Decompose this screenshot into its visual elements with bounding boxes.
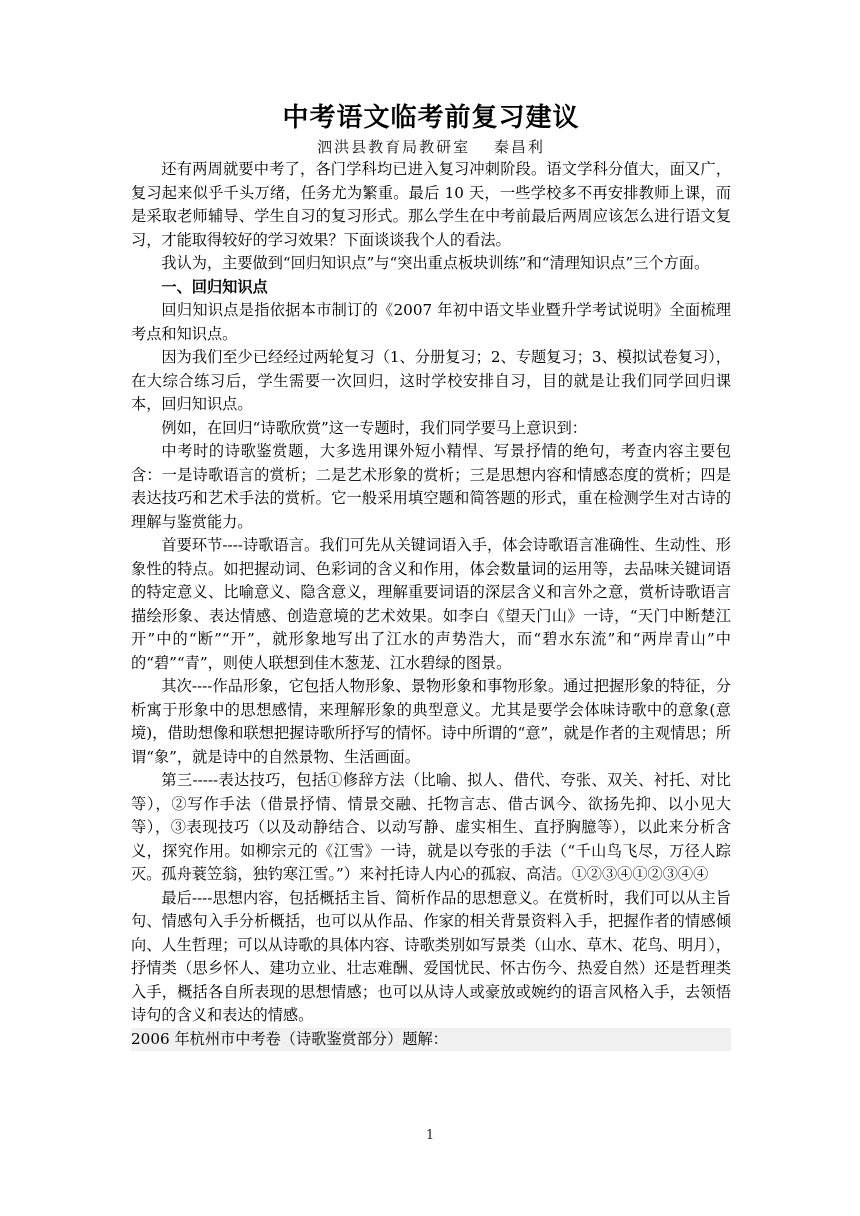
exam-heading-line: 2006 年杭州市中考卷（诗歌鉴赏部分）题解： (131, 1028, 731, 1052)
page-number: 1 (425, 1128, 435, 1143)
body-paragraph: 首要环节----诗歌语言。我们可先从关键词语入手，体会诗歌语言准确性、生动性、形象性的特点。如把握动词、色彩词的含义和作用，体会数量词的运用等，去品味关键词语的特定意义、比喻意义、隐含意义，理解重要词语的深层含义和言外之意，赏析诗歌语言描绘形象、表达情感、创造意境的艺术效果。如李白《望天门山》一诗，“天门中断楚江开”中的“断”“开”，就形象地写出了江水的声势浩大，而“碧水东流”和“两岸青山”中的“碧”“青”，则使人联想到佳木葱茏、江水碧绿的图景。 (131, 536, 731, 672)
body-paragraph: 第三-----表达技巧，包括①修辞方法（比喻、拟人、借代、夸张、双关、衬托、对比等），②写作手法（借景抒情、情景交融、托物言志、借古讽今、欲扬先抑、以小见大等），③表现技巧（以及动静结合、以动写静、虚实相生、直抒胸臆等），以此来分析含义，探究作用。如柳宗元的《江雪》一诗，就是以夸张的手法（“千山鸟飞尽，万径人踪灭。孤舟蓑笠翁，独钓寒江雪。”）来衬托诗人内心的孤寂、高洁。①②③④①②③④④ (131, 771, 731, 883)
author-line: 泗洪县教育局教研室 秦昌利 (317, 138, 545, 156)
body-paragraph: 回归知识点是指依据本市制订的《2007 年初中语文毕业暨升学考试说明》全面梳理考点和知识点。 (131, 301, 731, 343)
body-paragraph: 例如，在回归“诗歌欣赏”这一专题时，我们同学要马上意识到： (161, 418, 587, 437)
body-paragraph: 中考时的诗歌鉴赏题，大多选用课外短小精悍、写景抒情的绝句，考查内容主要包含：一是诗歌语言的赏析；二是艺术形象的赏析；三是思想内容和情感态度的赏析；四是表达技巧和艺术手法的赏析。它一般采用填空题和简答题的形式，重在检测学生对古诗的理解与鉴赏能力。 (131, 442, 731, 531)
body-paragraph: 最后----思想内容，包括概括主旨、简析作品的思想意义。在赏析时，我们可以从主旨句、情感句入手分析概括，也可以从作品、作家的相关背景资料入手，把握作者的情感倾向、人生哲理；可以从诗歌的具体内容、诗歌类别如写景类（山水、草木、花鸟、明月），抒情类（思乡怀人、建功立业、壮志难酬、爱国忧民、怀古伤今、热爱自然）还是哲理类入手，概括各自所表现的思想情感；也可以从诗人或豪放或婉约的语言风格入手，去领悟诗句的含义和表达的情感。 (131, 888, 731, 1024)
body-paragraph: 其次----作品形象，它包括人物形象、景物形象和事物形象。通过把握形象的特征，分析寓于形象中的思想感情，来理解形象的典型意义。尤其是要学会体味诗歌中的意象(意境)，借助想像和联想把握诗歌所抒写的情怀。诗中所谓的“意”，就是作者的主观情思；所谓“象”，就是诗中的自然景物、生活画面。 (131, 677, 731, 766)
body-paragraph: 因为我们至少已经经过两轮复习（1、分册复习；2、专题复习；3、模拟试卷复习），在大综合练习后，学生需要一次回归，这时学校安排自习，目的就是让我们同学回归课本，回归知识点。 (131, 348, 731, 413)
document-title: 中考语文临考前复习建议 (282, 103, 580, 133)
overview-paragraph: 我认为，主要做到“回归知识点”与“突出重点板块训练”和“清理知识点”三个方面。 (161, 254, 710, 272)
section-heading: 一、回归知识点 (161, 277, 268, 296)
document-body (131, 100, 731, 1051)
intro-paragraph: 还有两周就要中考了，各门学科均已进入复习冲刺阶段。语文学科分值大，面又广，复习起来似乎千头万绪，任务尤为繁重。最后 10 天，一些学校多不再安排教师上课，而是采取老师辅导、学生自习的复习形式。那么学生在中考前最后两周应该怎么进行语文复习，才能取得较好的学习效果？下面谈谈我个人的看法。 (131, 160, 731, 249)
